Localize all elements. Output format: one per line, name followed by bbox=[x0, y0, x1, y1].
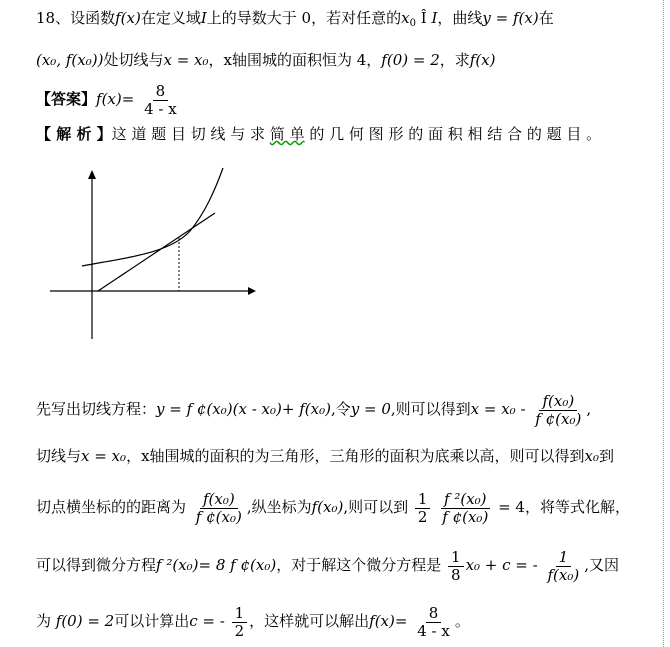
tangent-line bbox=[98, 213, 215, 291]
solution-text: 切线与 bbox=[36, 447, 82, 465]
math-line-x0: x = x₀ bbox=[163, 51, 209, 69]
solution-line-5 bbox=[36, 604, 470, 640]
math-x-intercept: x = x₀ - bbox=[470, 400, 531, 418]
solution-text: ，将等式化解， bbox=[524, 498, 630, 516]
fraction-denominator: f ¢(x₀) bbox=[442, 507, 489, 526]
math-f0: f(0) = 2 bbox=[55, 612, 115, 630]
solution-line-4 bbox=[36, 548, 619, 584]
fraction-one-over-f bbox=[544, 549, 582, 584]
fraction-denominator: f ¢(x₀) bbox=[535, 409, 582, 428]
math-differential-eq: f ²(x₀)= 8 f ¢(x₀) bbox=[156, 556, 277, 574]
fraction-one-half bbox=[415, 491, 431, 526]
problem-text: ，曲线 bbox=[437, 9, 483, 27]
fraction-area bbox=[439, 491, 491, 526]
fraction-numerator: 1 bbox=[232, 605, 248, 623]
solution-text: ,则可以得到 bbox=[390, 400, 471, 418]
solution-text: 可以得到微分方程 bbox=[36, 556, 157, 574]
math-solution-eq: x₀ + c = - bbox=[465, 556, 543, 574]
problem-line-1 bbox=[36, 8, 554, 34]
math-subscript: 0 bbox=[409, 18, 416, 29]
fraction-numerator: 8 bbox=[426, 605, 442, 623]
fraction-denominator: 2 bbox=[417, 507, 428, 526]
solution-text: ，对于解这个微分方程是 bbox=[276, 556, 442, 574]
analysis-line bbox=[36, 124, 601, 144]
fraction-numerator: 1 bbox=[556, 549, 572, 567]
solution-text: 先写出切线方程： bbox=[36, 400, 157, 418]
fraction-numerator: 8 bbox=[153, 83, 169, 101]
curve-fx bbox=[82, 168, 223, 266]
analysis-underlined-text: 简 单 bbox=[269, 125, 305, 143]
solution-text: ， bbox=[126, 447, 142, 465]
problem-text: 上的导数大于 0，若对任意的 bbox=[206, 9, 402, 27]
math-domain-I: I bbox=[431, 9, 438, 27]
fraction-one-half bbox=[232, 605, 248, 640]
tangent-graph bbox=[40, 165, 260, 345]
x-axis-arrow bbox=[248, 287, 256, 295]
solution-text: ,纵坐标为 bbox=[246, 498, 312, 516]
math-in-symbol: Î bbox=[420, 9, 427, 27]
problem-text: 在定义域 bbox=[140, 9, 201, 27]
math-fx: f(x) bbox=[115, 9, 141, 27]
fraction-numerator: f(x₀) bbox=[200, 491, 238, 509]
math-tangent-eq: y = f ¢(x₀)(x - x₀)+ f(x₀) bbox=[156, 400, 331, 418]
math-point: (x₀, f(x₀)) bbox=[36, 51, 104, 69]
math-line-x0: x = x₀ bbox=[81, 447, 127, 465]
solution-text: ,又因 bbox=[584, 556, 619, 574]
problem-number: 18、 bbox=[36, 9, 71, 27]
fraction-final-answer bbox=[414, 605, 453, 640]
math-domain-I: I bbox=[200, 9, 207, 27]
fraction-f-over-fprime bbox=[532, 393, 584, 428]
solution-text: ,则可以到 bbox=[343, 498, 409, 516]
analysis-text: 这 道 题 目 切 线 与 求 bbox=[111, 125, 270, 143]
fraction-denominator: f ¢(x₀) bbox=[195, 507, 242, 526]
fraction-denominator: 4 - x bbox=[417, 621, 450, 640]
solution-line-1 bbox=[36, 392, 591, 428]
fraction-denominator: 2 bbox=[234, 621, 245, 640]
fraction-one-eighth bbox=[448, 549, 464, 584]
answer-fraction bbox=[141, 83, 180, 118]
math-answer-lhs: f(x)= bbox=[96, 90, 135, 108]
answer-label: 【答案】 bbox=[36, 90, 97, 108]
math-fx0: f(x₀) bbox=[311, 498, 344, 516]
page-edge-divider bbox=[663, 0, 664, 647]
math-curve: y = f(x) bbox=[482, 9, 539, 27]
analysis-label: 【 解 析 】 bbox=[36, 125, 112, 143]
fraction-numerator: f ²(x₀) bbox=[441, 491, 490, 509]
fraction-denominator: 4 - x bbox=[144, 99, 177, 118]
problem-text: 处切线与 bbox=[103, 51, 164, 69]
math-x0: x₀ bbox=[584, 447, 600, 465]
answer-line bbox=[36, 82, 182, 118]
math-f0: f(0) = 2 bbox=[381, 51, 440, 69]
analysis-text: 的 几 何 图 形 的 面 积 相 结 合 的 题 目 。 bbox=[304, 125, 602, 143]
solution-line-3 bbox=[36, 490, 630, 526]
solution-text: 到 bbox=[599, 447, 615, 465]
solution-text: 为 bbox=[36, 612, 56, 630]
solution-text: x轴围城的面积的为三角形，三角形的面积为底乘以高，则可以得到 bbox=[141, 447, 585, 465]
math-y0: y = 0 bbox=[350, 400, 391, 418]
fraction-numerator: f(x₀) bbox=[539, 393, 577, 411]
math-x0: x bbox=[401, 9, 410, 27]
solution-text: 。 bbox=[454, 612, 470, 630]
problem-text: ，求 bbox=[439, 51, 470, 69]
problem-line-2 bbox=[36, 50, 495, 70]
fraction-numerator: 1 bbox=[448, 549, 464, 567]
math-ask-fx: f(x) bbox=[469, 51, 496, 69]
fraction-denominator: f(x₀) bbox=[547, 565, 580, 584]
fraction-numerator: 1 bbox=[415, 491, 431, 509]
fraction-denominator: 8 bbox=[451, 565, 461, 584]
math-c-value: c = - bbox=[189, 612, 230, 630]
math-equals-four: = 4 bbox=[498, 498, 525, 516]
problem-text: ，x轴围城的面积恒为 4， bbox=[208, 51, 382, 69]
problem-text: 在 bbox=[538, 9, 554, 27]
math-answer-lhs: f(x)= bbox=[369, 612, 408, 630]
solution-text: 可以计算出 bbox=[114, 612, 190, 630]
solution-line-2 bbox=[36, 446, 614, 466]
solution-text: ,令 bbox=[330, 400, 351, 418]
solution-text: ，这样就可以解出 bbox=[249, 612, 370, 630]
solution-text: , bbox=[586, 400, 592, 418]
solution-text: 切点横坐标的的距离为 bbox=[36, 498, 187, 516]
y-axis-arrow bbox=[88, 170, 96, 179]
fraction-distance bbox=[193, 491, 245, 526]
problem-text: 设函数 bbox=[70, 9, 116, 27]
